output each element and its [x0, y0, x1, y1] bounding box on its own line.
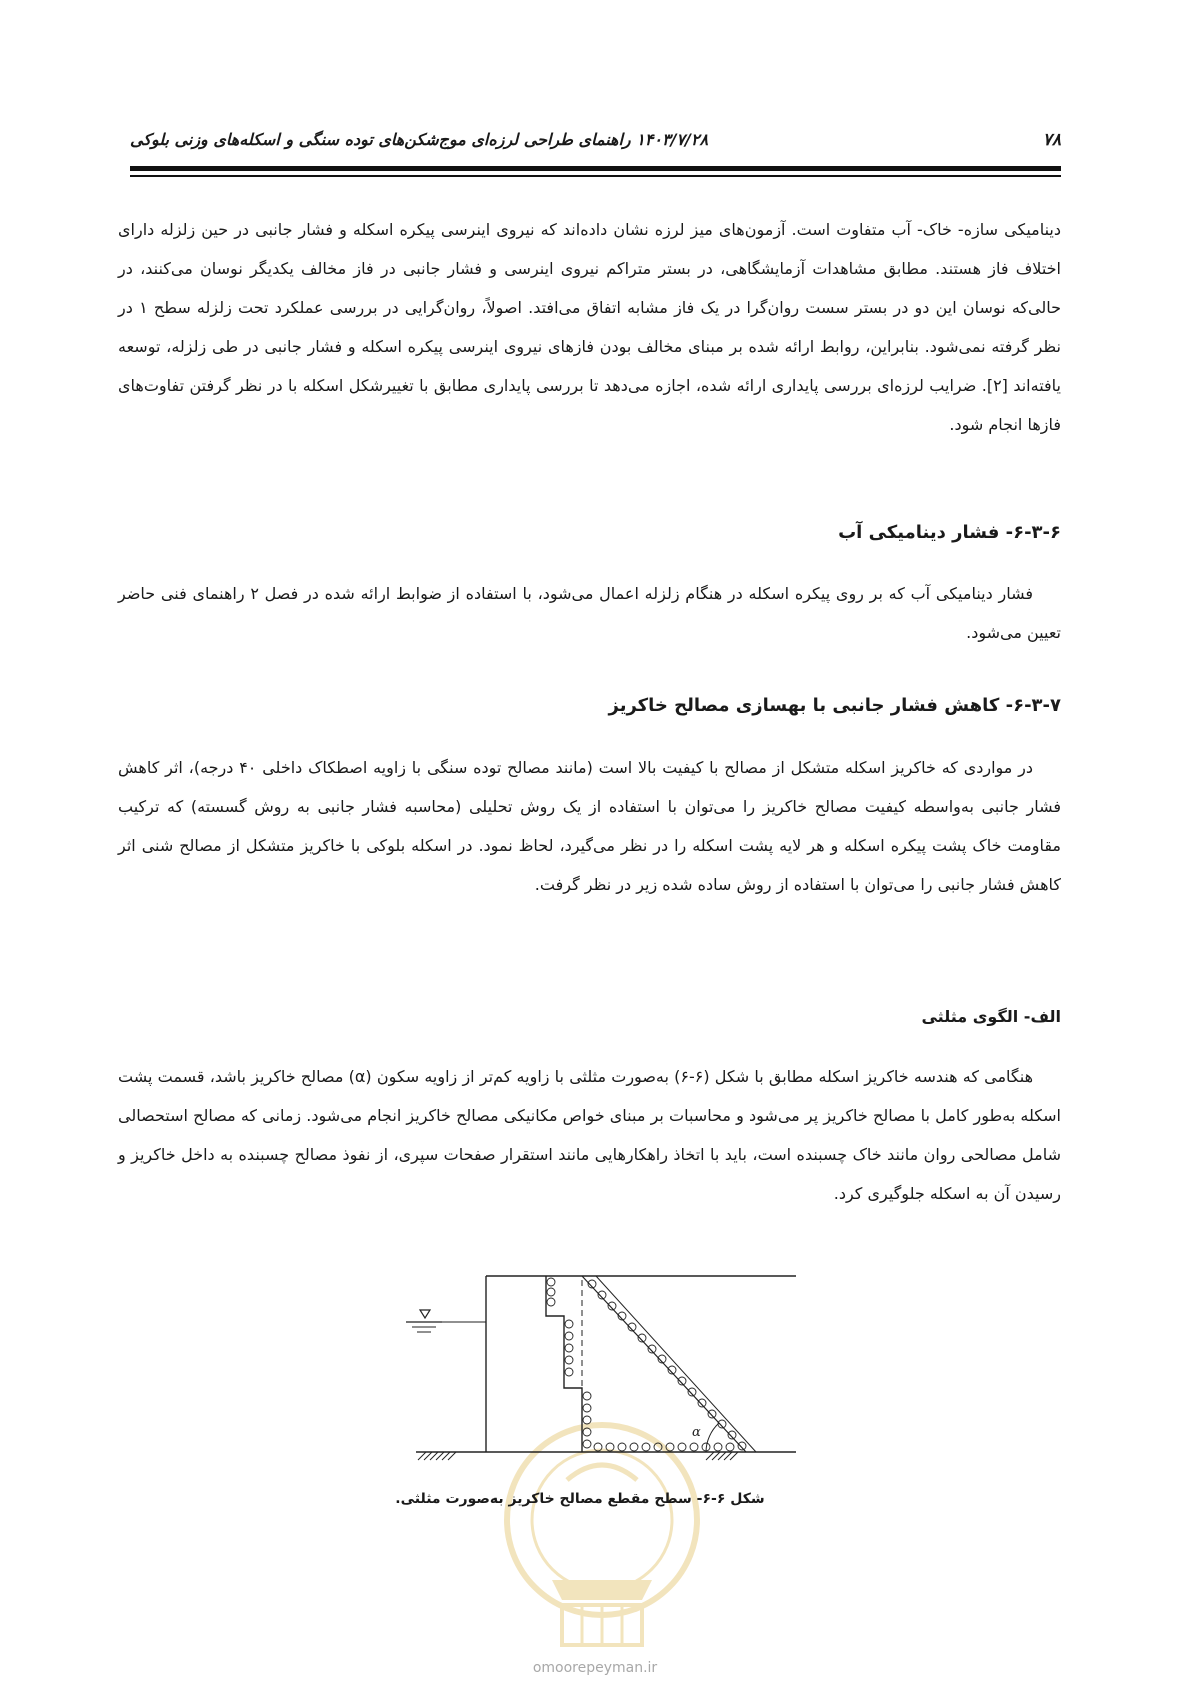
section-heading-6-3-6: ۶-۳-۶- فشار دینامیکی آب: [838, 522, 1061, 543]
paragraph-4: هنگامی که هندسه خاکریز اسکله مطابق با شکل (۶-۶) به‌صورت مثلثی با زاویه کم‌تر از زاویه سکون (α) مصالح خاکریز باشد، قسمت پشت اسکله به‌طور کامل با مصالح خاکریز پر می‌شود و محاسبات بر مبنای خواص مکانیکی مصالح خاکریز انجام می‌شود. زمانی که مصالح استحصالی شامل مصالحی روان مانند خاک چسبنده است، باید با اتخاذ راهکارهایی مانند استقرار صفحات سپری، از نفوذ مصالح چسبنده به داخل خاکریز و رسیدن آن به اسکله جلوگیری کرد.: [118, 1067, 1061, 1203]
header-rule-thin: [130, 175, 1061, 177]
watermark-site: omoorepeyman.ir: [532, 1660, 658, 1676]
figure-caption: شکل ۶-۶- سطح مقطع مصالح خاکریز به‌صورت مثلثی.: [395, 1491, 765, 1507]
paragraph-3: در مواردی که خاکریز اسکله متشکل از مصالح با کیفیت بالا است (مانند مصالح توده سنگی با زاویه اصطکاک داخلی ۴۰ درجه)، اثر کاهش فشار جانبی به‌واسطه کیفیت مصالح خاکریز را می‌توان با استفاده از یک روش تحلیلی (محاسبه فشار جانبی به روش گسسته) که ترکیب مقاومت خاک پشت پیکره اسکله و هر لایه پشت اسکله را در نظر می‌گیرد، لحاظ نمود. در اسکله بلوکی با خاکریز متشکل از مصالح شنی اثر کاهش فشار جانبی را می‌توان با استفاده از روش ساده شده زیر در نظر گرفت.: [118, 758, 1061, 894]
running-title: ۱۴۰۳/۷/۲۸ راهنمای طراحی لرزه‌ای موج‌شکن‌های توده سنگی و اسکله‌های وزنی بلوکی: [130, 130, 709, 149]
paragraph-2: فشار دینامیکی آب که بر روی پیکره اسکله در هنگام زلزله اعمال می‌شود، با استفاده از ضوابط ارائه شده در فصل ۲ راهنمای فنی حاضر تعیین می‌شود.: [118, 584, 1061, 642]
figure-triangular-backfill: [406, 1268, 796, 1488]
alpha-label: α: [692, 1425, 701, 1440]
section-heading-6-3-7: ۶-۳-۷- کاهش فشار جانبی با بهسازی مصالح خاکریز: [608, 695, 1061, 716]
page-number: ۷۸: [1042, 130, 1061, 150]
header-rule-thick: [130, 166, 1061, 171]
page-header: [130, 128, 1061, 154]
water-level-icon: [406, 1310, 442, 1332]
subsection-heading-triangular: الف- الگوی مثلثی: [921, 1007, 1061, 1026]
paragraph-1: دینامیکی سازه- خاک- آب متفاوت است. آزمون‌های میز لرزه نشان داده‌اند که نیروی اینرسی پیکره اسکله و فشار جانبی در حین زلزله دارای اختلاف فاز هستند. مطابق مشاهدات آزمایشگاهی، در بستر متراکم نیروی اینرسی و فشار جانبی در فاز مخالف یکدیگر نوسان می‌کنند، در حالی‌که نوسان این دو در بستر سست روان‌گرا در یک فاز مشابه اتفاق می‌افتد. اصولاً، روان‌گرایی در بررسی عملکرد تحت زلزله سطح ۱ در نظر گرفته نمی‌شود. بنابراین، روابط ارائه شده بر مبنای مخالف بودن فازهای نیروی اینرسی پیکره اسکله و فشار جانبی در طی زلزله، توسعه یافته‌اند [۲]. ضرایب لرزه‌ای بررسی پایداری ارائه شده، اجازه می‌دهد تا بررسی پایداری مطابق با تغییرشکل اسکله با در نظر گرفتن تفاوت‌های فازها انجام شود.: [118, 220, 1062, 434]
